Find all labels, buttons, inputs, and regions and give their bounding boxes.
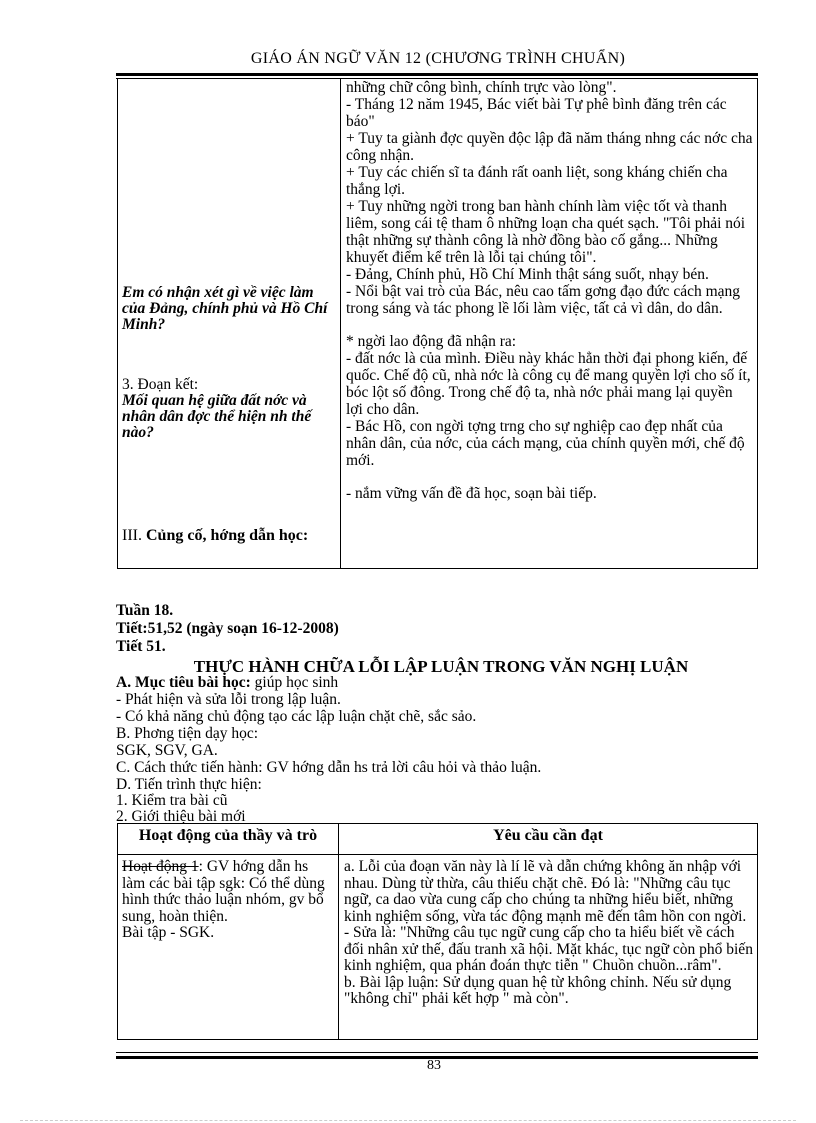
period-51-label: Tiết 51. xyxy=(116,638,166,655)
lesson-line: - Phát hiện và sửa lỗi trong lập luận. xyxy=(116,691,341,708)
question-country-people: Mối quan hệ giữa đất nớc và nhân dân đợc thể hiện nh thế nào? xyxy=(122,392,312,441)
teacher-questions-cell xyxy=(118,79,341,569)
question-party-government: Em có nhận xét gì về việc làm của Đảng, chính phủ và Hồ Chí Minh? xyxy=(122,284,328,333)
requirement-cell xyxy=(339,855,758,1040)
lesson-line: 2. Giới thiệu bài mới xyxy=(116,808,246,825)
exercise-label: Bài tập - SGK. xyxy=(122,924,215,941)
activity-1-text: Hoạt động 1: GV hớng dẫn hs làm các bài tập sgk: Có thể dùng hình thức thảo luận nhóm, gv bổ sung, hoàn thiện. xyxy=(122,858,325,925)
page-edge-divider xyxy=(20,1120,796,1121)
section-3-label: 3. Đoạn kết: xyxy=(122,376,199,393)
right-line: * ngời lao động đã nhận ra: xyxy=(346,333,517,350)
week-label: Tuần 18. xyxy=(116,602,174,619)
right-line: + Tuy những ngời trong ban hành chính làm việc tốt và thanh liêm, song cái tệ tham ô những loạn cha quét sạch. "Tôi phải nói thật những sự thành công là nhờ đồng bào cố gắng... Những khuyết điểm kể trên là lỗi tại chúng tôi". xyxy=(346,198,746,266)
requirement-line: - Sửa là: "Những câu tục ngữ cung cấp cho ta hiểu biết về cách đối nhân xử thế, đấu tranh xã hội. Mặt khác, tục ngữ còn phổ biến kinh nghiệm, qua phán đoán thực tiễn " Chuồn chuồn...râm". xyxy=(344,924,753,974)
column-header-requirements: Yêu cầu cần đạt xyxy=(339,824,758,855)
column-header-activities: Hoạt động của thầy và trò xyxy=(118,824,339,855)
lesson-line: C. Cách thức tiến hành: GV hớng dẫn hs trả lời câu hỏi và thảo luận. xyxy=(116,759,542,776)
header-rule xyxy=(116,73,758,76)
right-line: + Tuy ta giành đợc quyền độc lập đã năm tháng nhng các nớc cha công nhận. xyxy=(346,130,753,164)
right-line: - Bác Hồ, con ngời tợng trng cho sự nghiệp cao đẹp nhất của nhân dân, của nớc, của cách mạng, của chính quyền mới, chế độ mới. xyxy=(346,418,745,469)
right-line: - Đảng, Chính phủ, Hồ Chí Minh thật sáng suốt, nhạy bén. xyxy=(346,266,709,283)
lesson-table-continued xyxy=(117,78,758,569)
right-line: - Nổi bật vai trò của Bác, nêu cao tấm gơng đạo đức cách mạng trong sáng và tác phong lề lối làm việc, tất cả vì dân, do dân. xyxy=(346,283,741,317)
footer-rule-thin xyxy=(116,1052,758,1053)
period-label: Tiết:51,52 (ngày soạn 16-12-2008) xyxy=(116,620,339,637)
right-line-last: - nắm vững vấn đề đã học, soạn bài tiếp. xyxy=(346,485,597,502)
page-number: 83 xyxy=(427,1058,441,1073)
activity-cell xyxy=(118,855,339,1040)
lesson-line: 1. Kiểm tra bài cũ xyxy=(116,792,228,809)
requirements-cell xyxy=(341,79,758,569)
lesson-line: D. Tiến trình thực hiện: xyxy=(116,776,262,793)
lesson-line: B. Phơng tiện dạy học: xyxy=(116,725,259,742)
section-III-heading: III. Củng cố, hớng dẫn học: xyxy=(122,527,309,544)
right-line: - Tháng 12 năm 1945, Bác viết bài Tự phê bình đăng trên các báo" xyxy=(346,96,727,130)
lesson-title: THỰC HÀNH CHỮA LỖI LẬP LUẬN TRONG VĂN NGHỊ LUẬN xyxy=(193,657,689,676)
objective-heading: A. Mục tiêu bài học: giúp học sinh xyxy=(116,674,339,691)
requirement-line: a. Lỗi của đoạn văn này là lí lẽ và dẫn chứng không ăn nhập với nhau. Dùng từ thừa, câu thiếu chặt chẽ. Đó là: "Những câu tục ngữ, ca dao vừa cung cấp cho chúng ta những hiểu biết, những kinh nghiệm sống, vừa tác động mạnh mẽ đến tâm hồn con ngời. xyxy=(344,858,747,925)
right-line: - đất nớc là của mình. Điều này khác hẳn thời đại phong kiến, đế quốc. Chế độ cũ, nhà nớc là công cụ để mang quyền lợi cho số ít, bóc lột số đông. Trong chế độ ta, nhà nớc phải mang lại quyền lợi cho dân. xyxy=(346,350,751,418)
right-line: + Tuy các chiến sĩ ta đánh rất oanh liệt, song kháng chiến cha thắng lợi. xyxy=(346,164,728,198)
page-header-title: GIÁO ÁN NGỮ VĂN 12 (CHƯƠNG TRÌNH CHUẨN) xyxy=(250,50,626,67)
right-line: những chữ công bình, chính trực vào lòng". xyxy=(346,79,617,96)
requirement-line: b. Bài lập luận: Sử dụng quan hệ từ không chỉnh. Nếu sử dụng "không chỉ" phải kết hợp " mà còn". xyxy=(344,973,732,1007)
lesson-line: - Có khả năng chủ động tạo các lập luận chặt chẽ, sắc sảo. xyxy=(116,708,477,725)
activities-table xyxy=(117,823,758,1040)
lesson-line: SGK, SGV, GA. xyxy=(116,742,218,759)
